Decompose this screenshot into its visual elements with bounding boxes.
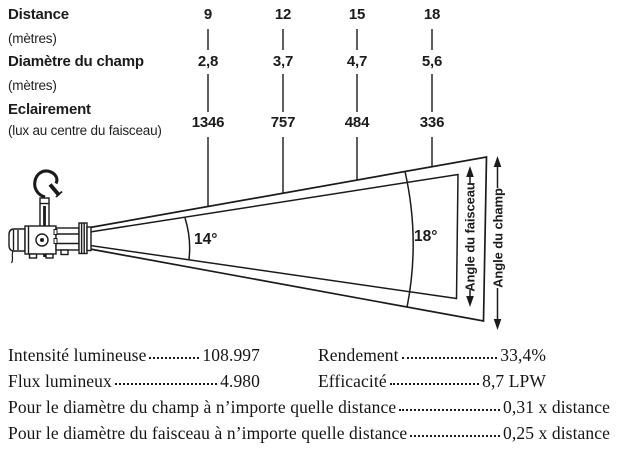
dot-leader [399, 409, 500, 411]
formula-label: Pour le diamètre du champ à n’importe quelle distance [8, 397, 397, 417]
intensity-stat [8, 345, 260, 366]
arrow-down-icon [466, 296, 474, 307]
rendement-stat [318, 345, 546, 366]
stat-label: Rendement [318, 345, 399, 365]
distance-unit-label: (mètres) [8, 31, 57, 46]
arrow-down-icon [494, 319, 502, 330]
dot-leader [410, 435, 500, 437]
beam-angle-axis-label: Angle du faisceau [462, 182, 478, 292]
efficacite-stat [318, 371, 546, 392]
illuminance-row-label: Eclairement [8, 101, 91, 118]
stat-value: 4.980 [220, 371, 260, 391]
beam-diameter-formula [8, 423, 610, 444]
illuminance-value: 1346 [191, 114, 225, 131]
flux-stat [8, 371, 260, 392]
spotlight-fixture-drawing [9, 171, 91, 263]
field-angle-label: 18° [414, 228, 438, 245]
formula-label: Pour le diamètre du faisceau à n’importe quelle distance [8, 423, 408, 443]
distance-value: 9 [203, 6, 213, 23]
beam-angle-arc [185, 218, 190, 260]
formula-value: 0,31 x distance [503, 397, 610, 417]
dot-leader [402, 357, 498, 359]
field-diameter-formula [8, 397, 610, 418]
stat-label: Efficacité [318, 371, 387, 391]
beam-angle-label: 14° [194, 231, 218, 248]
distance-value: 12 [274, 6, 292, 23]
c-clamp-icon [35, 171, 57, 197]
dot-leader [115, 383, 217, 385]
diameter-value: 4,7 [346, 53, 368, 70]
leader-lines [208, 29, 432, 206]
field-angle-arc [405, 172, 413, 308]
stat-value: 8,7 LPW [482, 371, 546, 391]
formula-value: 0,25 x distance [503, 423, 610, 443]
diameter-unit-label: (mètres) [8, 78, 57, 93]
illuminance-value: 484 [344, 114, 370, 131]
beam-cone-outline [90, 175, 458, 299]
stat-value: 33,4% [500, 345, 546, 365]
dot-leader [149, 357, 199, 359]
diameter-value: 3,7 [272, 53, 294, 70]
distance-value: 18 [423, 6, 441, 23]
illuminance-unit-label: (lux au centre du faisceau) [8, 123, 162, 138]
arrow-up-icon [494, 156, 502, 167]
diameter-value: 5,6 [421, 53, 443, 70]
stat-label: Intensité lumineuse [8, 345, 147, 365]
stat-label: Flux lumineux [8, 371, 112, 391]
arrow-up-icon [466, 166, 474, 177]
distance-value: 15 [348, 6, 366, 23]
dot-leader [390, 383, 479, 385]
field-angle-axis-label: Angle du champ [490, 188, 505, 288]
illuminance-value: 336 [419, 114, 445, 131]
stat-value: 108.997 [202, 345, 260, 365]
distance-row-label: Distance [8, 6, 69, 23]
diameter-row-label: Diamètre du champ [8, 53, 144, 70]
illuminance-value: 757 [270, 114, 296, 131]
diameter-value: 2,8 [197, 53, 219, 70]
